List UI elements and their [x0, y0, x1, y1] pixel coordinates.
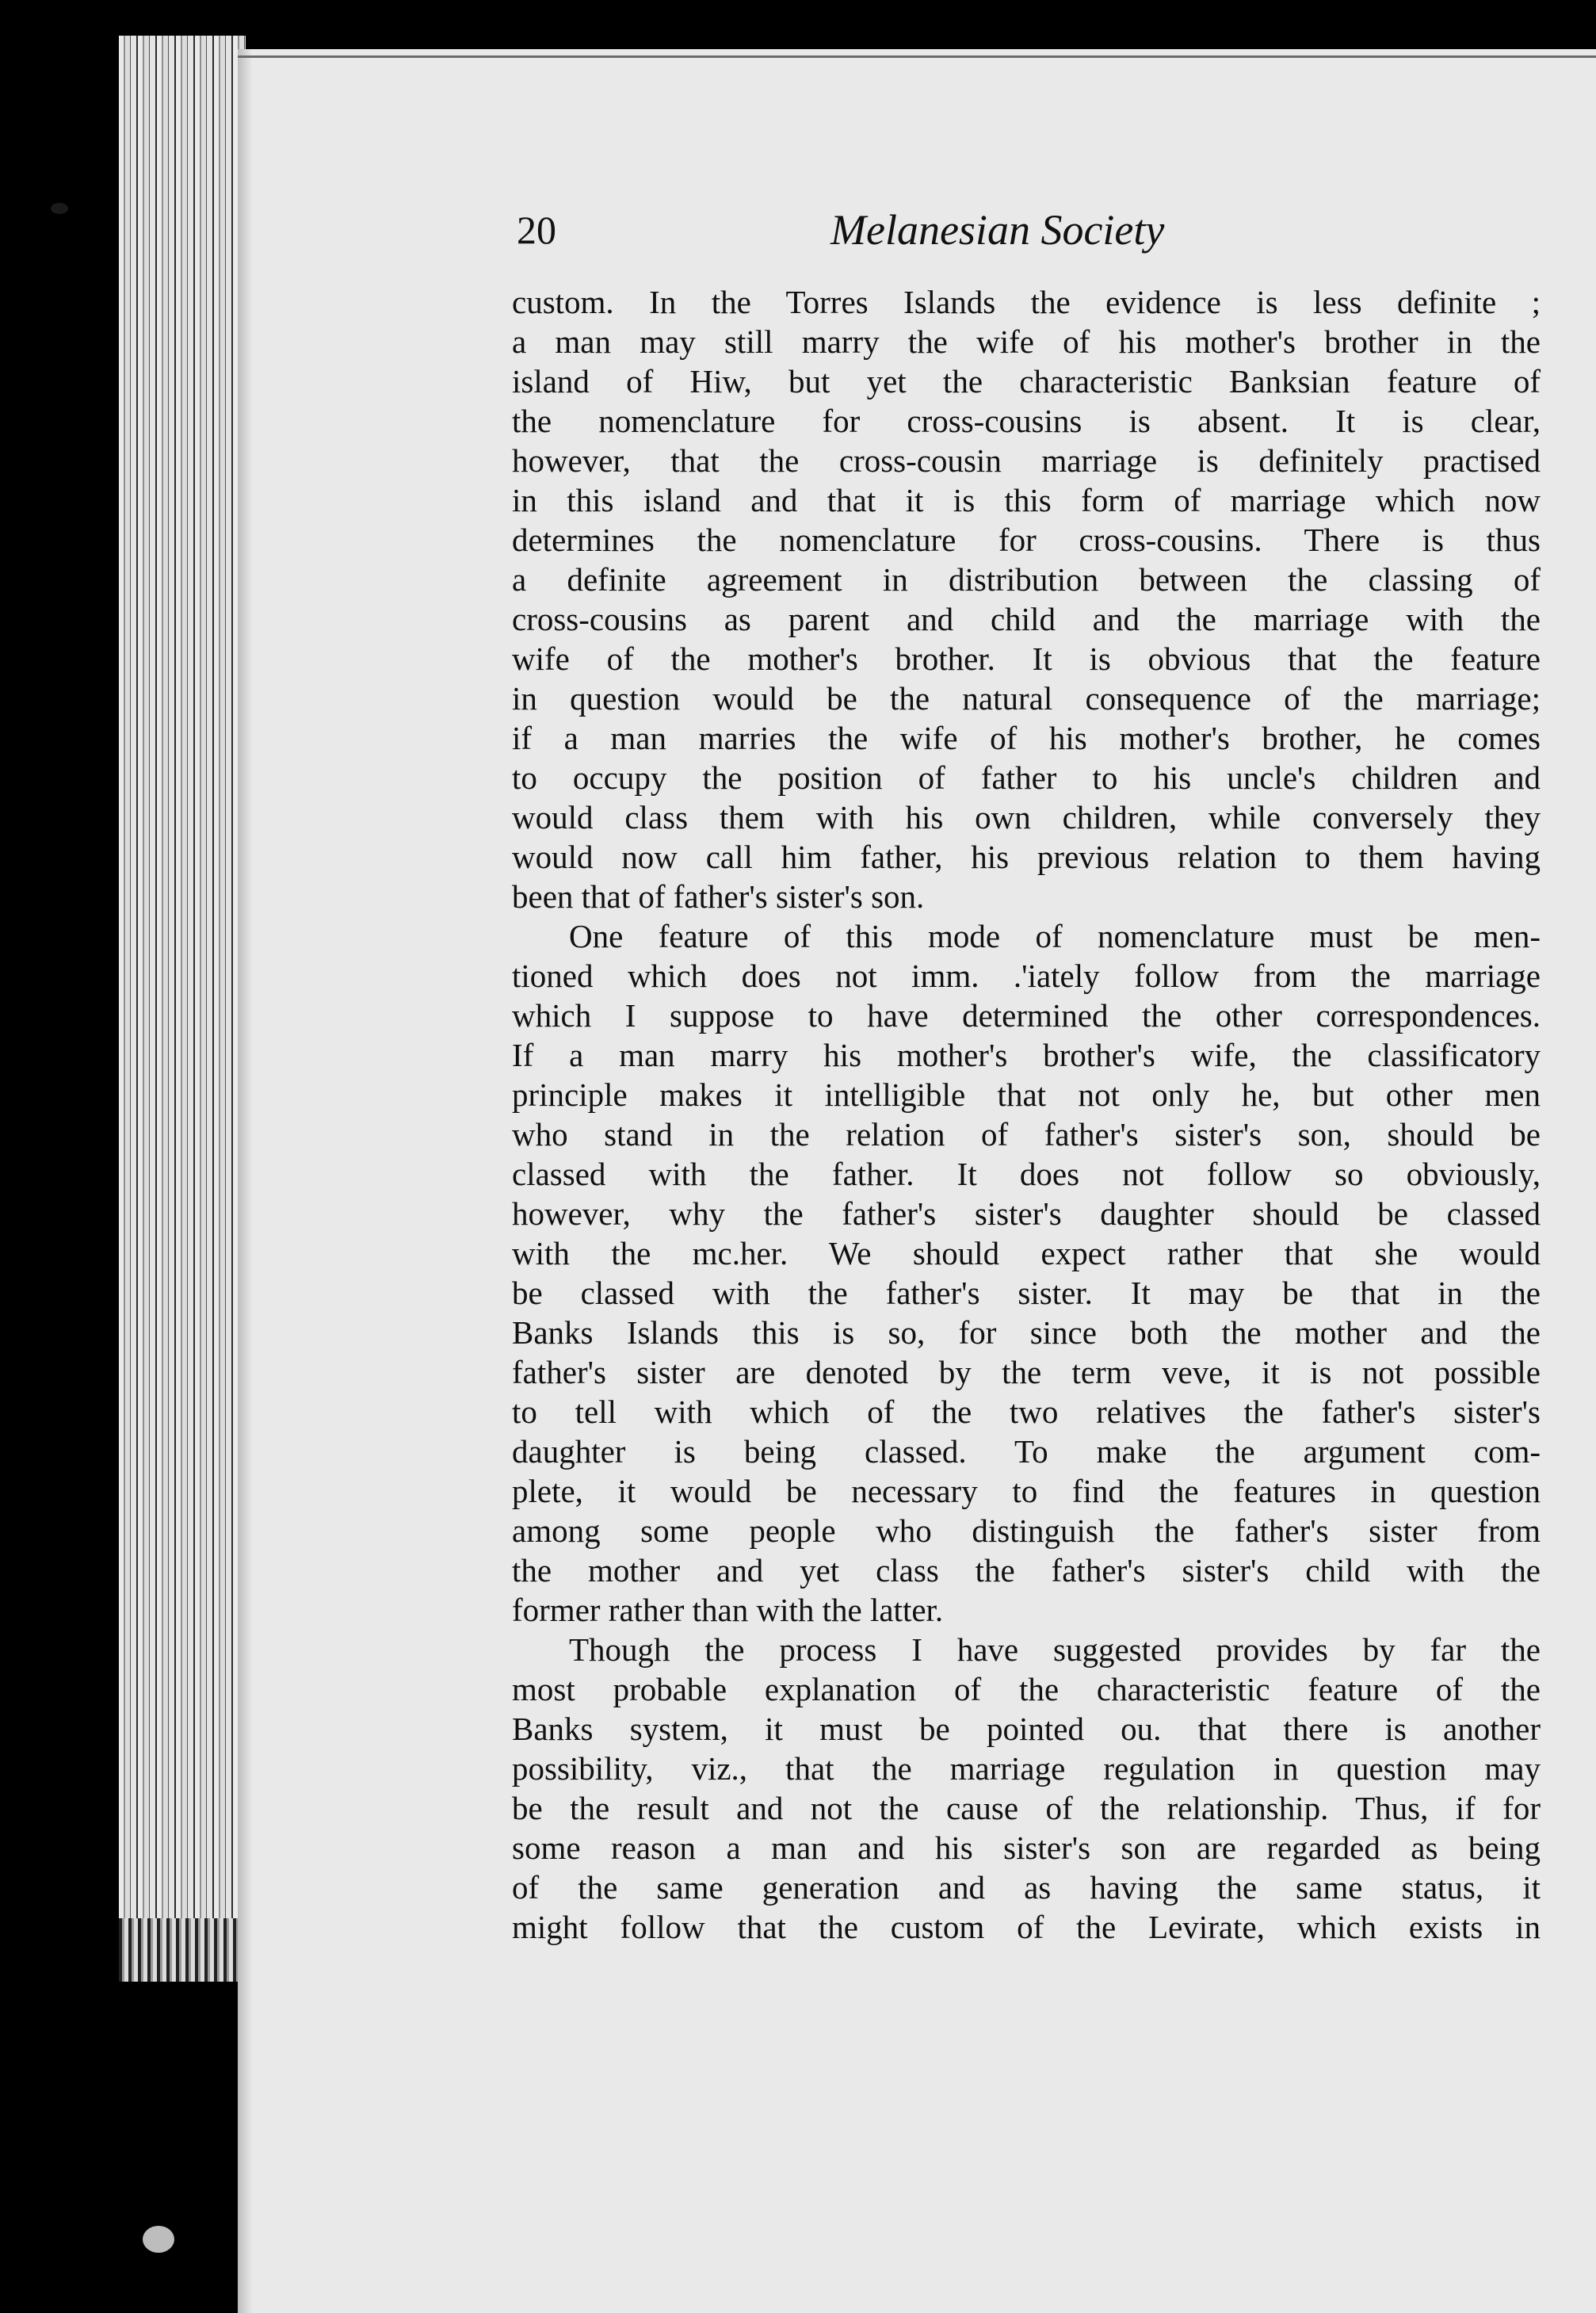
text-line: with the mc.her. We should expect rather that she would: [512, 1235, 1541, 1271]
body-text: [512, 282, 1541, 1947]
text-line: cross-cousins as parent and child and the marriage with the: [512, 601, 1541, 637]
text-line: possibility, viz., that the marriage regulation in question may: [512, 1750, 1541, 1787]
book-page-edges-bottom: [119, 1918, 246, 1982]
spine-shadow: [238, 49, 252, 2313]
text-line: Banks Islands this is so, for since both the mother and the: [512, 1314, 1541, 1351]
text-line: been that of father's sister's son.: [512, 878, 925, 915]
text-line: father's sister are denoted by the term veve, it is not possible: [512, 1354, 1541, 1390]
text-line: a man may still marry the wife of his mother's brother in the: [512, 323, 1541, 360]
text-line: if a man marries the wife of his mother's brother, he comes: [512, 720, 1541, 756]
text-line: however, why the father's sister's daughter should be classed: [512, 1195, 1541, 1232]
text-line: One feature of this mode of nomenclature must be men-: [569, 918, 1541, 954]
text-line: plete, it would be necessary to find the features in question: [512, 1473, 1541, 1509]
text-line: to tell with which of the two relatives the father's sister's: [512, 1394, 1541, 1430]
text-line: tioned which does not imm. .'iately follow from the marriage: [512, 958, 1541, 994]
running-head: [517, 205, 1547, 260]
book-page-edges: [119, 36, 246, 1970]
text-line: in this island and that it is this form of marriage which now: [512, 482, 1541, 518]
page-number: 20: [517, 208, 556, 252]
text-line: wife of the mother's brother. It is obvious that the feature: [512, 640, 1541, 677]
text-line: which I suppose to have determined the other correspondences.: [512, 997, 1541, 1034]
text-line: would now call him father, his previous relation to them having: [512, 839, 1541, 875]
running-title: Melanesian Society: [830, 206, 1165, 254]
scan-blemish-bottom-left: [143, 2226, 174, 2253]
text-line: who stand in the relation of father's sister's son, should be: [512, 1116, 1541, 1153]
text-line: former rather than with the latter.: [512, 1592, 944, 1628]
text-line: classed with the father. It does not follow so obviously,: [512, 1156, 1541, 1192]
text-line: would class them with his own children, while conversely they: [512, 799, 1541, 835]
text-line: custom. In the Torres Islands the evidence is less definite ;: [512, 284, 1541, 320]
text-line: among some people who distinguish the father's sister from: [512, 1512, 1541, 1549]
text-line: some reason a man and his sister's son are regarded as being: [512, 1829, 1541, 1866]
text-line: daughter is being classed. To make the argument com-: [512, 1433, 1541, 1470]
text-line: determines the nomenclature for cross-cousins. There is thus: [512, 522, 1541, 558]
text-line: however, that the cross-cousin marriage is definitely practised: [512, 442, 1541, 479]
text-line: island of Hiw, but yet the characteristic Banksian feature of: [512, 363, 1541, 400]
text-line: a definite agreement in distribution between the classing of: [512, 561, 1541, 598]
text-line: most probable explanation of the characteristic feature of the: [512, 1671, 1541, 1707]
text-line: might follow that the custom of the Levirate, which exists in: [512, 1909, 1541, 1945]
text-line: principle makes it intelligible that not only he, but other men: [512, 1076, 1541, 1113]
text-line: be the result and not the cause of the relationship. Thus, if for: [512, 1790, 1541, 1826]
scan-blemish-top-left: [51, 203, 68, 214]
text-line: Though the process I have suggested provides by far the: [569, 1631, 1541, 1668]
text-line: Banks system, it must be pointed ou. that there is another: [512, 1711, 1541, 1747]
text-line: in question would be the natural consequence of the marriage;: [512, 680, 1541, 717]
text-line: If a man marry his mother's brother's wife, the classificatory: [512, 1037, 1541, 1073]
text-line: of the same generation and as having the same status, it: [512, 1869, 1541, 1906]
text-line: the mother and yet class the father's sister's child with the: [512, 1552, 1541, 1589]
text-line: be classed with the father's sister. It may be that in the: [512, 1275, 1541, 1311]
page-top-edge: [238, 55, 1596, 58]
text-line: the nomenclature for cross-cousins is absent. It is clear,: [512, 403, 1541, 439]
text-line: to occupy the position of father to his uncle's children and: [512, 759, 1541, 796]
